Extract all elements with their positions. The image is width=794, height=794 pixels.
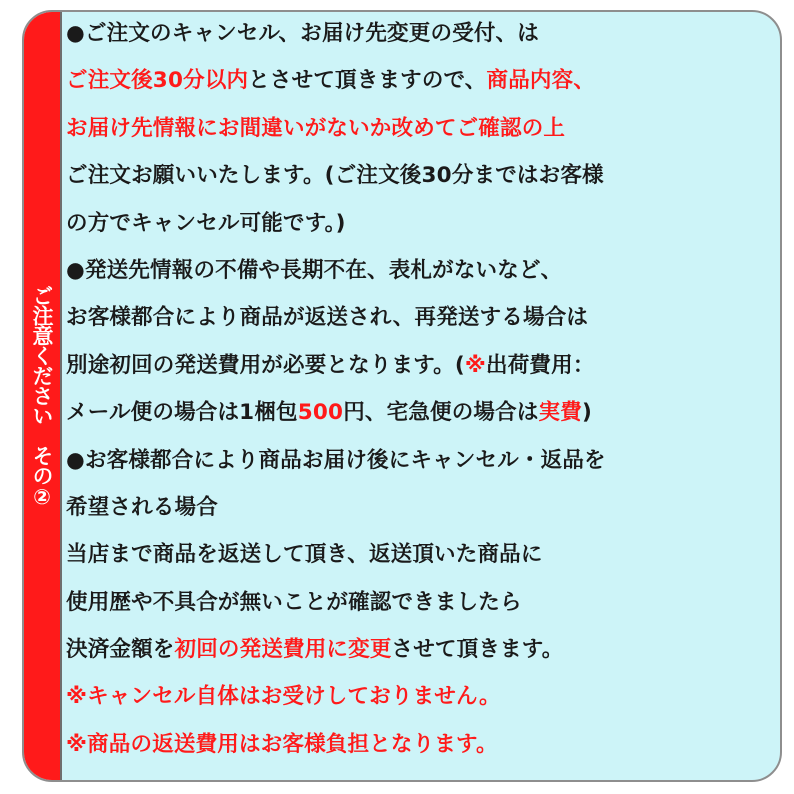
highlight-text: 500 bbox=[297, 400, 344, 426]
body-text: とさせて頂きますので、 bbox=[248, 68, 487, 94]
notice-line bbox=[66, 294, 786, 341]
body-text: お客様都合により商品が返送され、再発送する場合は bbox=[66, 305, 589, 331]
notice-line bbox=[66, 626, 786, 673]
notice-line bbox=[66, 105, 786, 152]
notice-line bbox=[66, 342, 786, 389]
notice-line bbox=[66, 437, 786, 484]
notice-line bbox=[66, 247, 786, 294]
body-text: ●お客様都合により商品お届け後にキャンセル・返品を bbox=[66, 447, 606, 473]
body-text: 使用歴や不具合が無いことが確認できましたら bbox=[66, 589, 522, 615]
notice-line bbox=[66, 531, 786, 578]
notice-line bbox=[66, 10, 786, 57]
highlight-text: ご注文後30分以内 bbox=[66, 68, 249, 94]
body-text: 決済金額を bbox=[66, 637, 175, 663]
highlight-text: 初回の発送費用に変更 bbox=[174, 637, 392, 663]
body-text: ●ご注文のキャンセル、お届け先変更の受付、は bbox=[66, 21, 539, 46]
body-text: メール便の場合は1梱包 bbox=[66, 400, 298, 426]
body-text: 当店まで商品を返送して頂き、返送頂いた商品に bbox=[66, 542, 543, 568]
notice-line bbox=[66, 200, 786, 247]
body-text: 別途初回の発送費用が必要となります。( bbox=[66, 352, 465, 378]
body-text: ●発送先情報の不備や長期不在、表札がないなど、 bbox=[66, 257, 563, 283]
notice-line bbox=[66, 57, 786, 104]
notice-line bbox=[66, 389, 786, 436]
highlight-text: 商品内容、 bbox=[486, 68, 596, 94]
highlight-text: お届け先情報にお間違いがないか改めてご確認の上 bbox=[66, 115, 566, 141]
notice-line bbox=[66, 579, 786, 626]
notice-line bbox=[66, 673, 786, 720]
highlight-text: 実費 bbox=[538, 400, 582, 426]
body-text: 円、宅急便の場合は bbox=[343, 400, 539, 426]
notice-title: ご注意ください その② bbox=[30, 284, 54, 508]
body-text: の方でキャンセル可能です。) bbox=[66, 210, 346, 236]
highlight-text: ※商品の返送費用はお客様負担となります。 bbox=[66, 731, 498, 757]
body-text: 出荷費用： bbox=[486, 352, 595, 378]
body-text: 希望される場合 bbox=[66, 494, 218, 520]
notice-line bbox=[66, 152, 786, 199]
highlight-text: ※キャンセル自体はお受けしておりません。 bbox=[66, 684, 501, 710]
body-text: ご注文お願いいたします。(ご注文後30分まではお客様 bbox=[66, 163, 604, 189]
notice-line bbox=[66, 721, 786, 768]
body-text: させて頂きます。 bbox=[391, 637, 564, 663]
notice-sidebar bbox=[24, 12, 62, 780]
highlight-text: ※ bbox=[464, 352, 487, 378]
notice-line bbox=[66, 484, 786, 531]
body-text: ) bbox=[581, 400, 592, 426]
notice-body bbox=[66, 10, 786, 768]
